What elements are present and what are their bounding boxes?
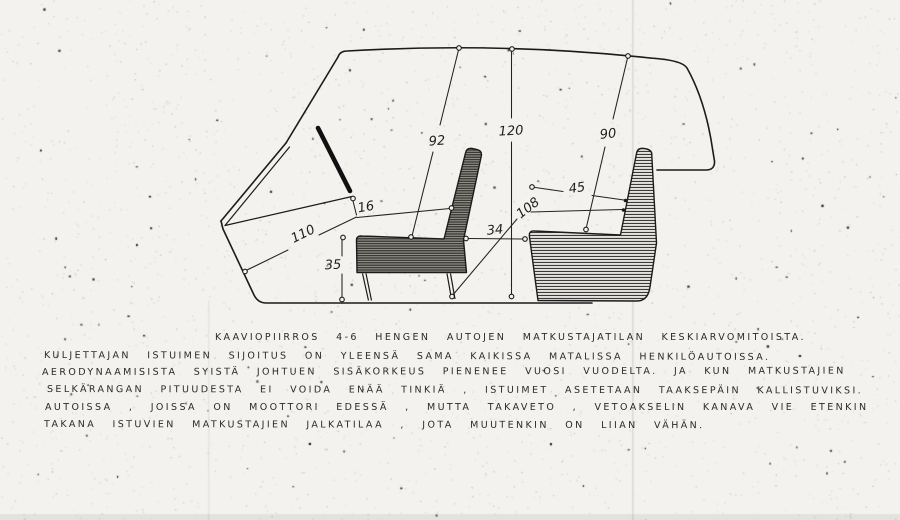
dim-label-108: 108 xyxy=(513,194,543,222)
dim-label-45: 45 xyxy=(567,179,587,198)
dim-label-110: 110 xyxy=(288,222,318,247)
caption-line-6: TAKANA ISTUVIEN MATKUSTAJIEN JALKATILAA , JOTA MUUTENKIN ON LIIAN VÄHÄN. xyxy=(43,419,705,432)
caption-line-2: KULJETTAJAN ISTUIMEN SIJOITUS ON YLEENSÄ SAMA KAIKISSA MATALISSA HENKILÖAUTOISSA. xyxy=(43,349,771,363)
caption-line-3: AERODYNAAMISISTA SYISTÄ JOHTUEN SISÄKORKEUS PIENENEE VUOSI VUODELTA. JA KUN MATKUSTAJIEN xyxy=(42,365,846,378)
caption-title: KAAVIOPIIRROS 4-6 HENGEN AUTOJEN MATKUSTAJATILAN KESKIARVOMITOISTA. xyxy=(215,332,806,343)
dim-label-16: 16 xyxy=(356,198,376,217)
dim-label-90: 90 xyxy=(599,126,618,143)
dim-label-34: 34 xyxy=(486,222,504,239)
caption-line-5: AUTOISSA , JOISSA ON MOOTTORI EDESSÄ , MUTTA TAKAVETO , VETOAKSELIN KANAVA VIE ETENKIN xyxy=(45,401,869,413)
dim-label-92: 92 xyxy=(428,133,446,150)
dim-label-120: 120 xyxy=(498,123,524,140)
caption-line-4: SELKÄRANGAN PITUUDESTA EI VOIDA ENÄÄ TINKIÄ , ISTUIMET ASETETAAN TAAKSEPÄIN KALLISTUVIKSI. xyxy=(46,384,864,397)
dim-label-35: 35 xyxy=(324,257,342,274)
